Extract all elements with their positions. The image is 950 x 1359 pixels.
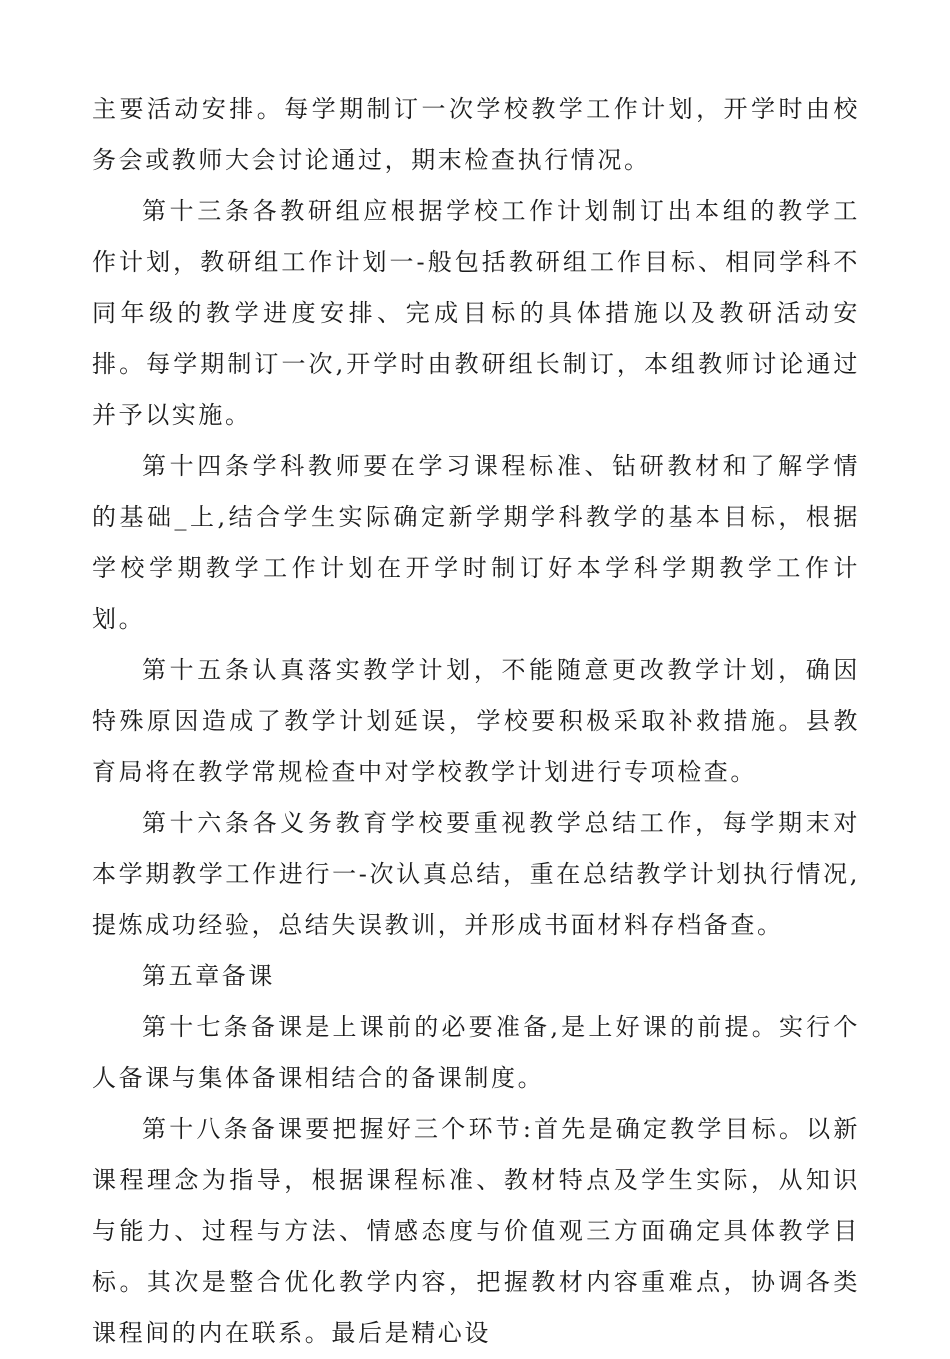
paragraph-article-18: 第十八条备课要把握好三个环节:首先是确定教学目标。以新课程理念为指导，根据课程标准、教材特点及学生实际，从知识与能力、过程与方法、情感态度与价值观三方面确定具体教学目标。其次是整合优化教学内容，把握教材内容重难点，协调各类课程间的内在联系。最后是精心设 <box>92 1115 860 1347</box>
paragraph-article-14: 第十四条学科教师要在学习课程标准、钻研教材和了解学情的基础_上,结合学生实际确定新学期学科教学的基本目标，根据学校学期教学工作计划在开学时制订好本学科学期教学工作计划。 <box>92 452 860 633</box>
paragraph-article-17: 第十七条备课是上课前的必要准备,是上好课的前提。实行个人备课与集体备课相结合的备课制度。 <box>92 1013 860 1092</box>
paragraph-article-15: 第十五条认真落实教学计划，不能随意更改教学计划，确因特殊原因造成了教学计划延误，学校要积极采取补救措施。县教育局将在教学常规检查中对学校教学计划进行专项检查。 <box>92 656 860 786</box>
chapter-heading: 第五章备课 <box>142 962 275 990</box>
paragraph-1: 主要活动安排。每学期制订一次学校教学工作计划，开学时由校务会或教师大会讨论通过，期末检查执行情况。 <box>92 95 860 174</box>
paragraph-article-16: 第十六条各义务教育学校要重视教学总结工作，每学期末对本学期教学工作进行一-次认真总结，重在总结教学计划执行情况,提炼成功经验，总结失误教训，并形成书面材料存档备查。 <box>92 809 860 939</box>
document-page <box>92 84 860 1359</box>
paragraph-article-13: 第十三条各教研组应根据学校工作计划制订出本组的教学工作计划，教研组工作计划一-般包括教研组工作目标、相同学科不同年级的教学进度安排、完成目标的具体措施以及教研活动安排。每学期制订一次,开学时由教研组长制订，本组教师讨论通过并予以实施。 <box>92 197 860 429</box>
